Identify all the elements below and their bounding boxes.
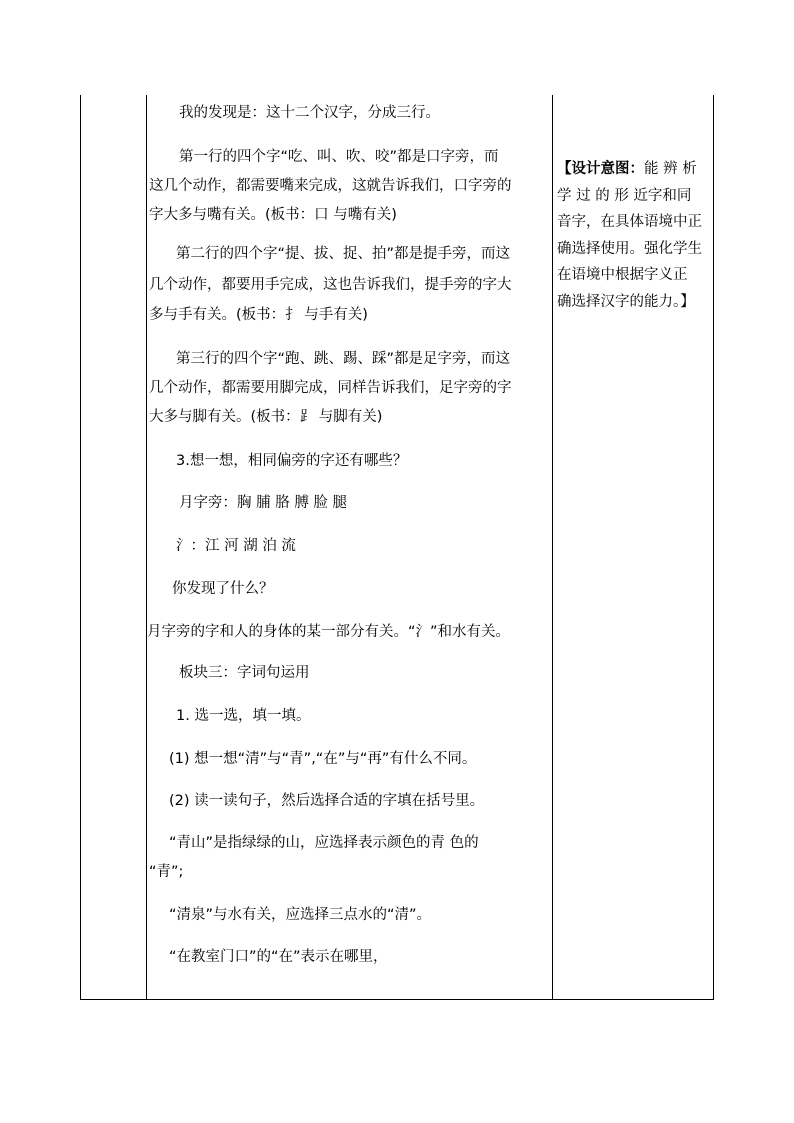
note-first-row [557, 156, 717, 183]
text-line: 字大多与嘴有关。(板书：口 与嘴有关) [149, 207, 397, 223]
text-line: 大多与脚有关。(板书：⻊ 与脚有关) [149, 409, 383, 425]
note-line: 能 辨 析 [644, 161, 697, 177]
note-line: 音字，在具体语境中正 [557, 214, 702, 230]
note-heading: 【设计意图： [557, 161, 644, 177]
text-line: 氵：江 河 湖 泊 流 [176, 538, 296, 554]
note-line: 确选择汉字的能力。】 [557, 293, 695, 310]
text-line: (2) 读一读句子，然后选择合适的字填在括号里。 [169, 793, 485, 809]
text-line: 你发现了什么？ [172, 581, 274, 597]
design-intent-note [557, 156, 717, 315]
note-line: 在语境中根据字义正 [557, 267, 688, 283]
text-line: 第三行的四个字“跑、跳、踢、踩”都是足字旁，而这 [176, 351, 511, 367]
text-line: 几个动作，都要用手完成，这也告诉我们，提手旁的字大 [149, 277, 512, 293]
text-line: 几个动作，都需要用脚完成，同样告诉我们，足字旁的字 [149, 380, 512, 396]
text-line: 1. 选一选，填一填。 [176, 708, 311, 724]
text-line: “青”; [149, 864, 184, 880]
text-line: 月字旁的字和人的身体的某一部分有关。“氵”和水有关。 [147, 624, 511, 640]
text-line: 第二行的四个字“提、拔、捉、拍”都是提手旁，而这 [176, 246, 511, 262]
text-line: “青山”是指绿绿的山，应选择表示颜色的青 色的 [169, 835, 479, 851]
text-line: (1) 想一想“清”与“青”,“在”与“再”有什么不同。 [169, 751, 477, 767]
text-line: 3.想一想，相同偏旁的字还有哪些？ [176, 453, 408, 469]
text-line: 多与手有关。(板书：扌 与手有关) [149, 307, 368, 323]
text-line: 第一行的四个字“吃、叫、吹、咬”都是口字旁，而 [179, 149, 499, 165]
text-line: 月字旁：胸 脯 胳 膊 脸 腿 [179, 495, 348, 511]
table-bottom-border [80, 999, 714, 1000]
table-column-divider-1 [146, 95, 147, 1000]
text-line: 这几个动作，都需要嘴来完成，这就告诉我们，口字旁的 [149, 178, 512, 194]
section-heading: 板块三：字词句运用 [179, 665, 310, 681]
table-left-border [80, 95, 81, 1000]
note-line: 确选择使用。强化学生 [557, 240, 702, 257]
table-column-divider-2 [552, 95, 553, 1000]
text-line: “在教室门口”的“在”表示在哪里， [169, 949, 388, 965]
note-line: 学 过 的 形 近字和同 [557, 187, 692, 204]
text-line: “清泉”与水有关，应选择三点水的“清”。 [169, 907, 432, 923]
text-line: 我的发现是：这十二个汉字，分成三行。 [179, 105, 440, 121]
